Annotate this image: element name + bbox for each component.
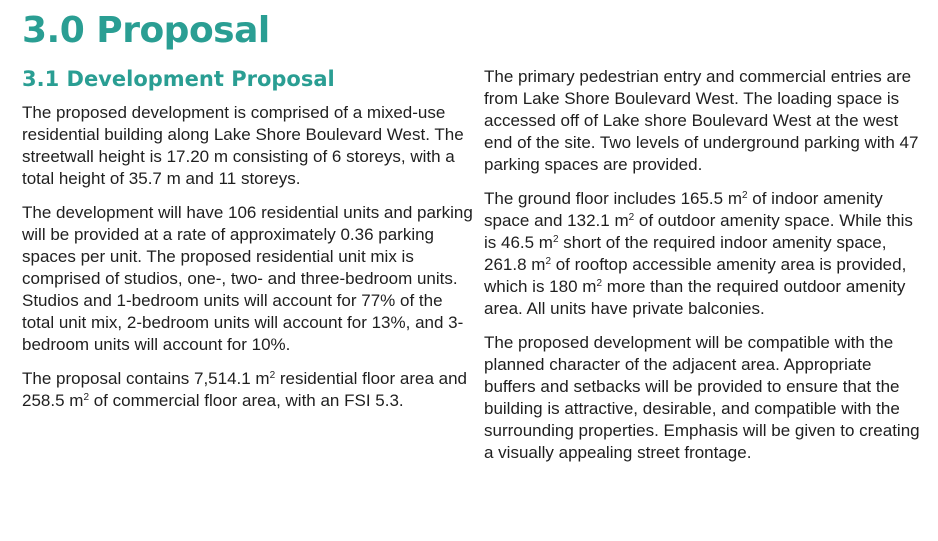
paragraph-floor-area: The proposal contains 7,514.1 $m^2$ residential floor area and 258.5 $m^2$ of commercial floor area, with an FSI 5.3.: [22, 369, 468, 410]
paragraph-building-description: The proposed development is comprised of a mixed-use residential building along Lake Shore Boulevard West. The streetwall height is 17.20 m consisting of 6 storeys, with a total height of 35.7 m and 11 storeys.: [22, 103, 464, 188]
left-column: [22, 66, 474, 424]
paragraph-amenity-space: The ground floor includes 165.5 $m^2$ of indoor amenity space and 132.1 $m^2$ of outdoor amenity space. While this is 46.5 $m^2$ short of the required indoor amenity space, 261.8 $m^2$ of rooftop accessible amenity area is provided, which is 180 $m^2$ more than the required outdoor amenity area. All units have private balconies.: [484, 189, 913, 318]
paragraph-access-parking: The primary pedestrian entry and commercial entries are from Lake Shore Boulevard West. The loading space is accessed off of Lake shore Boulevard West at the west end of the site. Two levels of underground parking with 47 parking spaces are provided.: [484, 67, 919, 174]
section-title: 3.0 Proposal: [22, 10, 270, 51]
subsection-title: 3.1 Development Proposal: [22, 67, 335, 91]
paragraph-unit-mix: The development will have 106 residential units and parking will be provided at a rate of approximately 0.36 parking spaces per unit. The proposed residential unit mix is comprised of studios, one-, two- and three-bedroom units. Studios and 1-bedroom units will account for 77% of the total unit mix, 2-bedroom units will account for 13%, and 3-bedroom units will account for 10%.: [22, 203, 473, 354]
paragraph-compatibility: The proposed development will be compatible with the planned character of the adjacent area. Appropriate buffers and setbacks will be provided to ensure that the building is attractive, desirable, and compatible with the surrounding properties. Emphasis will be given to creating a visually appealing street frontage.: [484, 333, 920, 462]
right-column: [484, 66, 924, 476]
